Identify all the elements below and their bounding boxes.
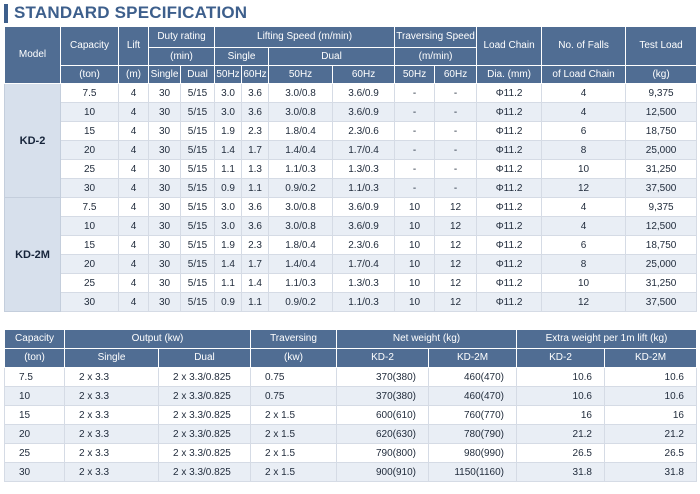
header-load-chain: Load Chain (477, 27, 542, 66)
header2-output: Output (kw) (65, 330, 251, 349)
cell-test-load: 25,000 (626, 141, 697, 160)
cell-ls-dual-60hz: 1.7/0.4 (333, 255, 395, 274)
cell-ts-50hz: - (395, 160, 435, 179)
page-title: STANDARD SPECIFICATION (14, 3, 248, 22)
title-accent-bar (4, 4, 8, 23)
header-duty-dual: Dual (181, 66, 215, 84)
cell-ls-dual-50hz: 3.0/0.8 (269, 103, 333, 122)
header-falls: No. of Falls (542, 27, 626, 66)
cell-ls-single-60hz: 3.6 (242, 198, 269, 217)
table-row (5, 179, 697, 198)
cell-duty-single: 30 (149, 255, 181, 274)
cell-ls-dual-60hz: 2.3/0.6 (333, 122, 395, 141)
header-ts-50hz: 50Hz (395, 66, 435, 84)
cell-out-single: 2 x 3.3 (65, 425, 159, 444)
cell-ts-60hz: - (435, 122, 477, 141)
cell-nw-kd2: 600(610) (337, 406, 429, 425)
cell-ls-single-50hz: 1.1 (215, 160, 242, 179)
table-row (5, 444, 697, 463)
cell-capacity: 30 (61, 293, 119, 312)
cell-out-dual: 2 x 3.3/0.825 (159, 406, 251, 425)
cell-ts-60hz: 12 (435, 198, 477, 217)
cell-falls: 4 (542, 84, 626, 103)
cell-ls-dual-50hz: 1.1/0.3 (269, 274, 333, 293)
cell-duty-dual: 5/15 (181, 217, 215, 236)
cell-ls-single-50hz: 1.1 (215, 274, 242, 293)
cell-lift: 4 (119, 122, 149, 141)
header-ls-dual: Dual (269, 48, 395, 66)
header2-nw-kd2m: KD-2M (429, 349, 517, 368)
cell-ls-dual-60hz: 3.6/0.9 (333, 198, 395, 217)
cell-ts-50hz: - (395, 122, 435, 141)
cell-ls-dual-50hz: 3.0/0.8 (269, 217, 333, 236)
cell-capacity: 15 (61, 236, 119, 255)
cell-ex-kd2: 21.2 (517, 425, 605, 444)
table-row (5, 274, 697, 293)
cell-falls: 6 (542, 122, 626, 141)
cell-ls-single-60hz: 1.4 (242, 274, 269, 293)
cell-ls-single-50hz: 3.0 (215, 217, 242, 236)
cell-ts-60hz: 12 (435, 274, 477, 293)
header-model: Model (5, 27, 61, 84)
header2-capacity: Capacity (5, 330, 65, 349)
header-capacity-unit: (ton) (61, 66, 119, 84)
cell-test-load: 18,750 (626, 122, 697, 141)
cell-ls-single-50hz: 3.0 (215, 84, 242, 103)
model-cell: KD-2M (5, 198, 61, 312)
cell-duty-single: 30 (149, 160, 181, 179)
cell-ls-dual-50hz: 1.1/0.3 (269, 160, 333, 179)
cell-lift: 4 (119, 236, 149, 255)
cell-ts-60hz: - (435, 103, 477, 122)
cell-out-single: 2 x 3.3 (65, 368, 159, 387)
cell-capacity: 15 (5, 406, 65, 425)
cell-nw-kd2: 790(800) (337, 444, 429, 463)
table-row (5, 236, 697, 255)
cell-capacity: 30 (61, 179, 119, 198)
cell-duty-single: 30 (149, 293, 181, 312)
cell-lift: 4 (119, 217, 149, 236)
cell-capacity: 7.5 (61, 198, 119, 217)
cell-load-chain: Φ11.2 (477, 274, 542, 293)
cell-ls-single-60hz: 1.7 (242, 141, 269, 160)
cell-capacity: 7.5 (61, 84, 119, 103)
cell-ex-kd2m: 10.6 (605, 387, 697, 406)
spec-table-body (5, 84, 697, 312)
cell-capacity: 10 (61, 103, 119, 122)
cell-ex-kd2: 31.8 (517, 463, 605, 482)
cell-traversing: 0.75 (251, 387, 337, 406)
cell-duty-dual: 5/15 (181, 198, 215, 217)
cell-capacity: 25 (5, 444, 65, 463)
cell-out-single: 2 x 3.3 (65, 387, 159, 406)
cell-test-load: 12,500 (626, 217, 697, 236)
cell-out-single: 2 x 3.3 (65, 406, 159, 425)
cell-capacity: 30 (5, 463, 65, 482)
table-row (5, 103, 697, 122)
cell-ts-60hz: 12 (435, 236, 477, 255)
cell-lift: 4 (119, 84, 149, 103)
model-cell: KD-2 (5, 84, 61, 198)
cell-ls-dual-50hz: 3.0/0.8 (269, 198, 333, 217)
header2-extra-weight: Extra weight per 1m lift (kg) (517, 330, 697, 349)
header-lift: Lift (119, 27, 149, 66)
cell-test-load: 31,250 (626, 274, 697, 293)
cell-duty-dual: 5/15 (181, 160, 215, 179)
cell-nw-kd2m: 460(470) (429, 368, 517, 387)
header-duty-single: Single (149, 66, 181, 84)
cell-test-load: 25,000 (626, 255, 697, 274)
header-lift-unit: (m) (119, 66, 149, 84)
weight-table (4, 329, 697, 482)
cell-out-dual: 2 x 3.3/0.825 (159, 368, 251, 387)
cell-load-chain: Φ11.2 (477, 293, 542, 312)
header-ts-60hz: 60Hz (435, 66, 477, 84)
cell-test-load: 12,500 (626, 103, 697, 122)
cell-load-chain: Φ11.2 (477, 84, 542, 103)
cell-ex-kd2m: 31.8 (605, 463, 697, 482)
cell-nw-kd2m: 980(990) (429, 444, 517, 463)
cell-ls-single-60hz: 3.6 (242, 103, 269, 122)
page-title-block (4, 2, 247, 24)
cell-ls-single-50hz: 0.9 (215, 293, 242, 312)
cell-ls-single-50hz: 1.9 (215, 122, 242, 141)
header2-ex-kd2m: KD-2M (605, 349, 697, 368)
cell-falls: 8 (542, 255, 626, 274)
cell-ls-single-50hz: 3.0 (215, 103, 242, 122)
cell-ls-single-50hz: 0.9 (215, 179, 242, 198)
cell-duty-dual: 5/15 (181, 255, 215, 274)
cell-falls: 8 (542, 141, 626, 160)
cell-ls-dual-60hz: 2.3/0.6 (333, 236, 395, 255)
cell-ex-kd2m: 10.6 (605, 368, 697, 387)
cell-ls-dual-60hz: 1.3/0.3 (333, 274, 395, 293)
cell-ls-single-50hz: 1.4 (215, 141, 242, 160)
cell-nw-kd2m: 1150(1160) (429, 463, 517, 482)
cell-ts-60hz: - (435, 141, 477, 160)
cell-duty-single: 30 (149, 198, 181, 217)
header-ls-single-60hz: 60Hz (242, 66, 269, 84)
cell-ls-dual-60hz: 3.6/0.9 (333, 217, 395, 236)
cell-duty-single: 30 (149, 141, 181, 160)
cell-ts-60hz: - (435, 179, 477, 198)
cell-ls-dual-60hz: 1.3/0.3 (333, 160, 395, 179)
header-ts-unit: (m/min) (395, 48, 477, 66)
cell-load-chain: Φ11.2 (477, 122, 542, 141)
cell-ts-50hz: 10 (395, 255, 435, 274)
cell-capacity: 20 (61, 255, 119, 274)
cell-falls: 10 (542, 160, 626, 179)
cell-ls-dual-60hz: 1.1/0.3 (333, 293, 395, 312)
cell-duty-single: 30 (149, 217, 181, 236)
cell-out-single: 2 x 3.3 (65, 444, 159, 463)
cell-traversing: 2 x 1.5 (251, 444, 337, 463)
cell-capacity: 20 (5, 425, 65, 444)
cell-falls: 4 (542, 198, 626, 217)
cell-ls-dual-50hz: 0.9/0.2 (269, 179, 333, 198)
cell-lift: 4 (119, 103, 149, 122)
cell-ls-dual-50hz: 1.4/0.4 (269, 141, 333, 160)
header2-out-single: Single (65, 349, 159, 368)
cell-ts-50hz: - (395, 141, 435, 160)
cell-duty-single: 30 (149, 103, 181, 122)
table-row (5, 406, 697, 425)
header-load-chain-unit: Dia. (mm) (477, 66, 542, 84)
cell-capacity: 25 (61, 274, 119, 293)
cell-lift: 4 (119, 198, 149, 217)
cell-traversing: 2 x 1.5 (251, 463, 337, 482)
cell-nw-kd2: 370(380) (337, 387, 429, 406)
cell-test-load: 37,500 (626, 179, 697, 198)
cell-ts-60hz: 12 (435, 293, 477, 312)
cell-ls-dual-60hz: 1.1/0.3 (333, 179, 395, 198)
cell-capacity: 7.5 (5, 368, 65, 387)
cell-capacity: 15 (61, 122, 119, 141)
header2-traversing-unit: (kw) (251, 349, 337, 368)
cell-duty-single: 30 (149, 274, 181, 293)
cell-duty-dual: 5/15 (181, 103, 215, 122)
table-row (5, 160, 697, 179)
header-traversing-speed: Traversing Speed (395, 27, 477, 48)
cell-lift: 4 (119, 160, 149, 179)
cell-out-single: 2 x 3.3 (65, 463, 159, 482)
cell-duty-dual: 5/15 (181, 293, 215, 312)
header-duty-unit: (min) (149, 48, 215, 66)
cell-ex-kd2: 10.6 (517, 368, 605, 387)
cell-ts-50hz: 10 (395, 236, 435, 255)
cell-ls-single-50hz: 1.9 (215, 236, 242, 255)
table-row (5, 255, 697, 274)
table-row (5, 198, 697, 217)
cell-duty-dual: 5/15 (181, 236, 215, 255)
cell-ts-50hz: - (395, 179, 435, 198)
cell-falls: 12 (542, 179, 626, 198)
spec-table (4, 26, 697, 312)
table-row (5, 141, 697, 160)
cell-ts-60hz: 12 (435, 217, 477, 236)
cell-ts-50hz: 10 (395, 217, 435, 236)
header2-capacity-unit: (ton) (5, 349, 65, 368)
cell-traversing: 2 x 1.5 (251, 406, 337, 425)
cell-duty-single: 30 (149, 122, 181, 141)
cell-ts-50hz: - (395, 84, 435, 103)
cell-falls: 12 (542, 293, 626, 312)
cell-nw-kd2: 620(630) (337, 425, 429, 444)
cell-ls-dual-60hz: 3.6/0.9 (333, 84, 395, 103)
header2-net-weight: Net weight (kg) (337, 330, 517, 349)
cell-duty-dual: 5/15 (181, 179, 215, 198)
cell-capacity: 10 (5, 387, 65, 406)
table-row (5, 463, 697, 482)
cell-load-chain: Φ11.2 (477, 160, 542, 179)
cell-ls-single-50hz: 3.0 (215, 198, 242, 217)
cell-duty-dual: 5/15 (181, 274, 215, 293)
cell-falls: 10 (542, 274, 626, 293)
cell-ls-dual-50hz: 1.8/0.4 (269, 236, 333, 255)
cell-load-chain: Φ11.2 (477, 198, 542, 217)
cell-ex-kd2: 10.6 (517, 387, 605, 406)
cell-ls-single-60hz: 1.7 (242, 255, 269, 274)
cell-load-chain: Φ11.2 (477, 179, 542, 198)
table-row (5, 368, 697, 387)
header2-traversing: Traversing (251, 330, 337, 349)
cell-ex-kd2: 26.5 (517, 444, 605, 463)
cell-load-chain: Φ11.2 (477, 141, 542, 160)
header-ls-dual-60hz: 60Hz (333, 66, 395, 84)
cell-nw-kd2: 370(380) (337, 368, 429, 387)
cell-ls-dual-50hz: 3.0/0.8 (269, 84, 333, 103)
cell-traversing: 2 x 1.5 (251, 425, 337, 444)
table-row (5, 122, 697, 141)
cell-ts-60hz: - (435, 84, 477, 103)
cell-ls-dual-60hz: 1.7/0.4 (333, 141, 395, 160)
cell-out-dual: 2 x 3.3/0.825 (159, 463, 251, 482)
header-test-load-unit: (kg) (626, 66, 697, 84)
header-lifting-speed: Lifting Speed (m/min) (215, 27, 395, 48)
cell-test-load: 31,250 (626, 160, 697, 179)
header-ls-single: Single (215, 48, 269, 66)
cell-nw-kd2m: 460(470) (429, 387, 517, 406)
cell-nw-kd2: 900(910) (337, 463, 429, 482)
cell-lift: 4 (119, 141, 149, 160)
cell-duty-dual: 5/15 (181, 122, 215, 141)
cell-out-dual: 2 x 3.3/0.825 (159, 387, 251, 406)
cell-duty-single: 30 (149, 179, 181, 198)
cell-ts-50hz: 10 (395, 293, 435, 312)
cell-lift: 4 (119, 274, 149, 293)
header2-nw-kd2: KD-2 (337, 349, 429, 368)
cell-duty-single: 30 (149, 236, 181, 255)
cell-capacity: 25 (61, 160, 119, 179)
cell-ts-50hz: 10 (395, 274, 435, 293)
cell-ts-60hz: - (435, 160, 477, 179)
header-capacity: Capacity (61, 27, 119, 66)
table-row (5, 425, 697, 444)
cell-ts-50hz: 10 (395, 198, 435, 217)
cell-ls-dual-60hz: 3.6/0.9 (333, 103, 395, 122)
cell-traversing: 0.75 (251, 368, 337, 387)
cell-duty-dual: 5/15 (181, 141, 215, 160)
cell-load-chain: Φ11.2 (477, 236, 542, 255)
header-test-load: Test Load (626, 27, 697, 66)
header-falls-sub: of Load Chain (542, 66, 626, 84)
cell-test-load: 18,750 (626, 236, 697, 255)
cell-lift: 4 (119, 293, 149, 312)
cell-duty-dual: 5/15 (181, 84, 215, 103)
cell-ls-single-60hz: 3.6 (242, 84, 269, 103)
cell-ex-kd2: 16 (517, 406, 605, 425)
cell-load-chain: Φ11.2 (477, 255, 542, 274)
weight-table-body (5, 368, 697, 482)
cell-ls-single-50hz: 1.4 (215, 255, 242, 274)
cell-ts-50hz: - (395, 103, 435, 122)
cell-capacity: 10 (61, 217, 119, 236)
cell-nw-kd2m: 760(770) (429, 406, 517, 425)
cell-ls-single-60hz: 1.1 (242, 293, 269, 312)
header-duty-rating: Duty rating (149, 27, 215, 48)
cell-falls: 6 (542, 236, 626, 255)
cell-ls-single-60hz: 3.6 (242, 217, 269, 236)
cell-ls-single-60hz: 1.1 (242, 179, 269, 198)
cell-test-load: 9,375 (626, 84, 697, 103)
cell-test-load: 9,375 (626, 198, 697, 217)
cell-test-load: 37,500 (626, 293, 697, 312)
cell-duty-single: 30 (149, 84, 181, 103)
table-row (5, 387, 697, 406)
header-ls-dual-50hz: 50Hz (269, 66, 333, 84)
cell-falls: 4 (542, 103, 626, 122)
cell-load-chain: Φ11.2 (477, 217, 542, 236)
cell-ls-dual-50hz: 1.8/0.4 (269, 122, 333, 141)
cell-lift: 4 (119, 255, 149, 274)
cell-ls-single-60hz: 2.3 (242, 122, 269, 141)
cell-nw-kd2m: 780(790) (429, 425, 517, 444)
table-row (5, 293, 697, 312)
cell-ls-single-60hz: 1.3 (242, 160, 269, 179)
header-ls-single-50hz: 50Hz (215, 66, 242, 84)
cell-ex-kd2m: 21.2 (605, 425, 697, 444)
table-row (5, 217, 697, 236)
cell-falls: 4 (542, 217, 626, 236)
header2-ex-kd2: KD-2 (517, 349, 605, 368)
cell-load-chain: Φ11.2 (477, 103, 542, 122)
cell-ts-60hz: 12 (435, 255, 477, 274)
cell-ls-dual-50hz: 0.9/0.2 (269, 293, 333, 312)
cell-out-dual: 2 x 3.3/0.825 (159, 425, 251, 444)
cell-ex-kd2m: 26.5 (605, 444, 697, 463)
cell-ls-dual-50hz: 1.4/0.4 (269, 255, 333, 274)
cell-lift: 4 (119, 179, 149, 198)
cell-ls-single-60hz: 2.3 (242, 236, 269, 255)
cell-capacity: 20 (61, 141, 119, 160)
cell-out-dual: 2 x 3.3/0.825 (159, 444, 251, 463)
table-row (5, 84, 697, 103)
cell-ex-kd2m: 16 (605, 406, 697, 425)
header2-out-dual: Dual (159, 349, 251, 368)
